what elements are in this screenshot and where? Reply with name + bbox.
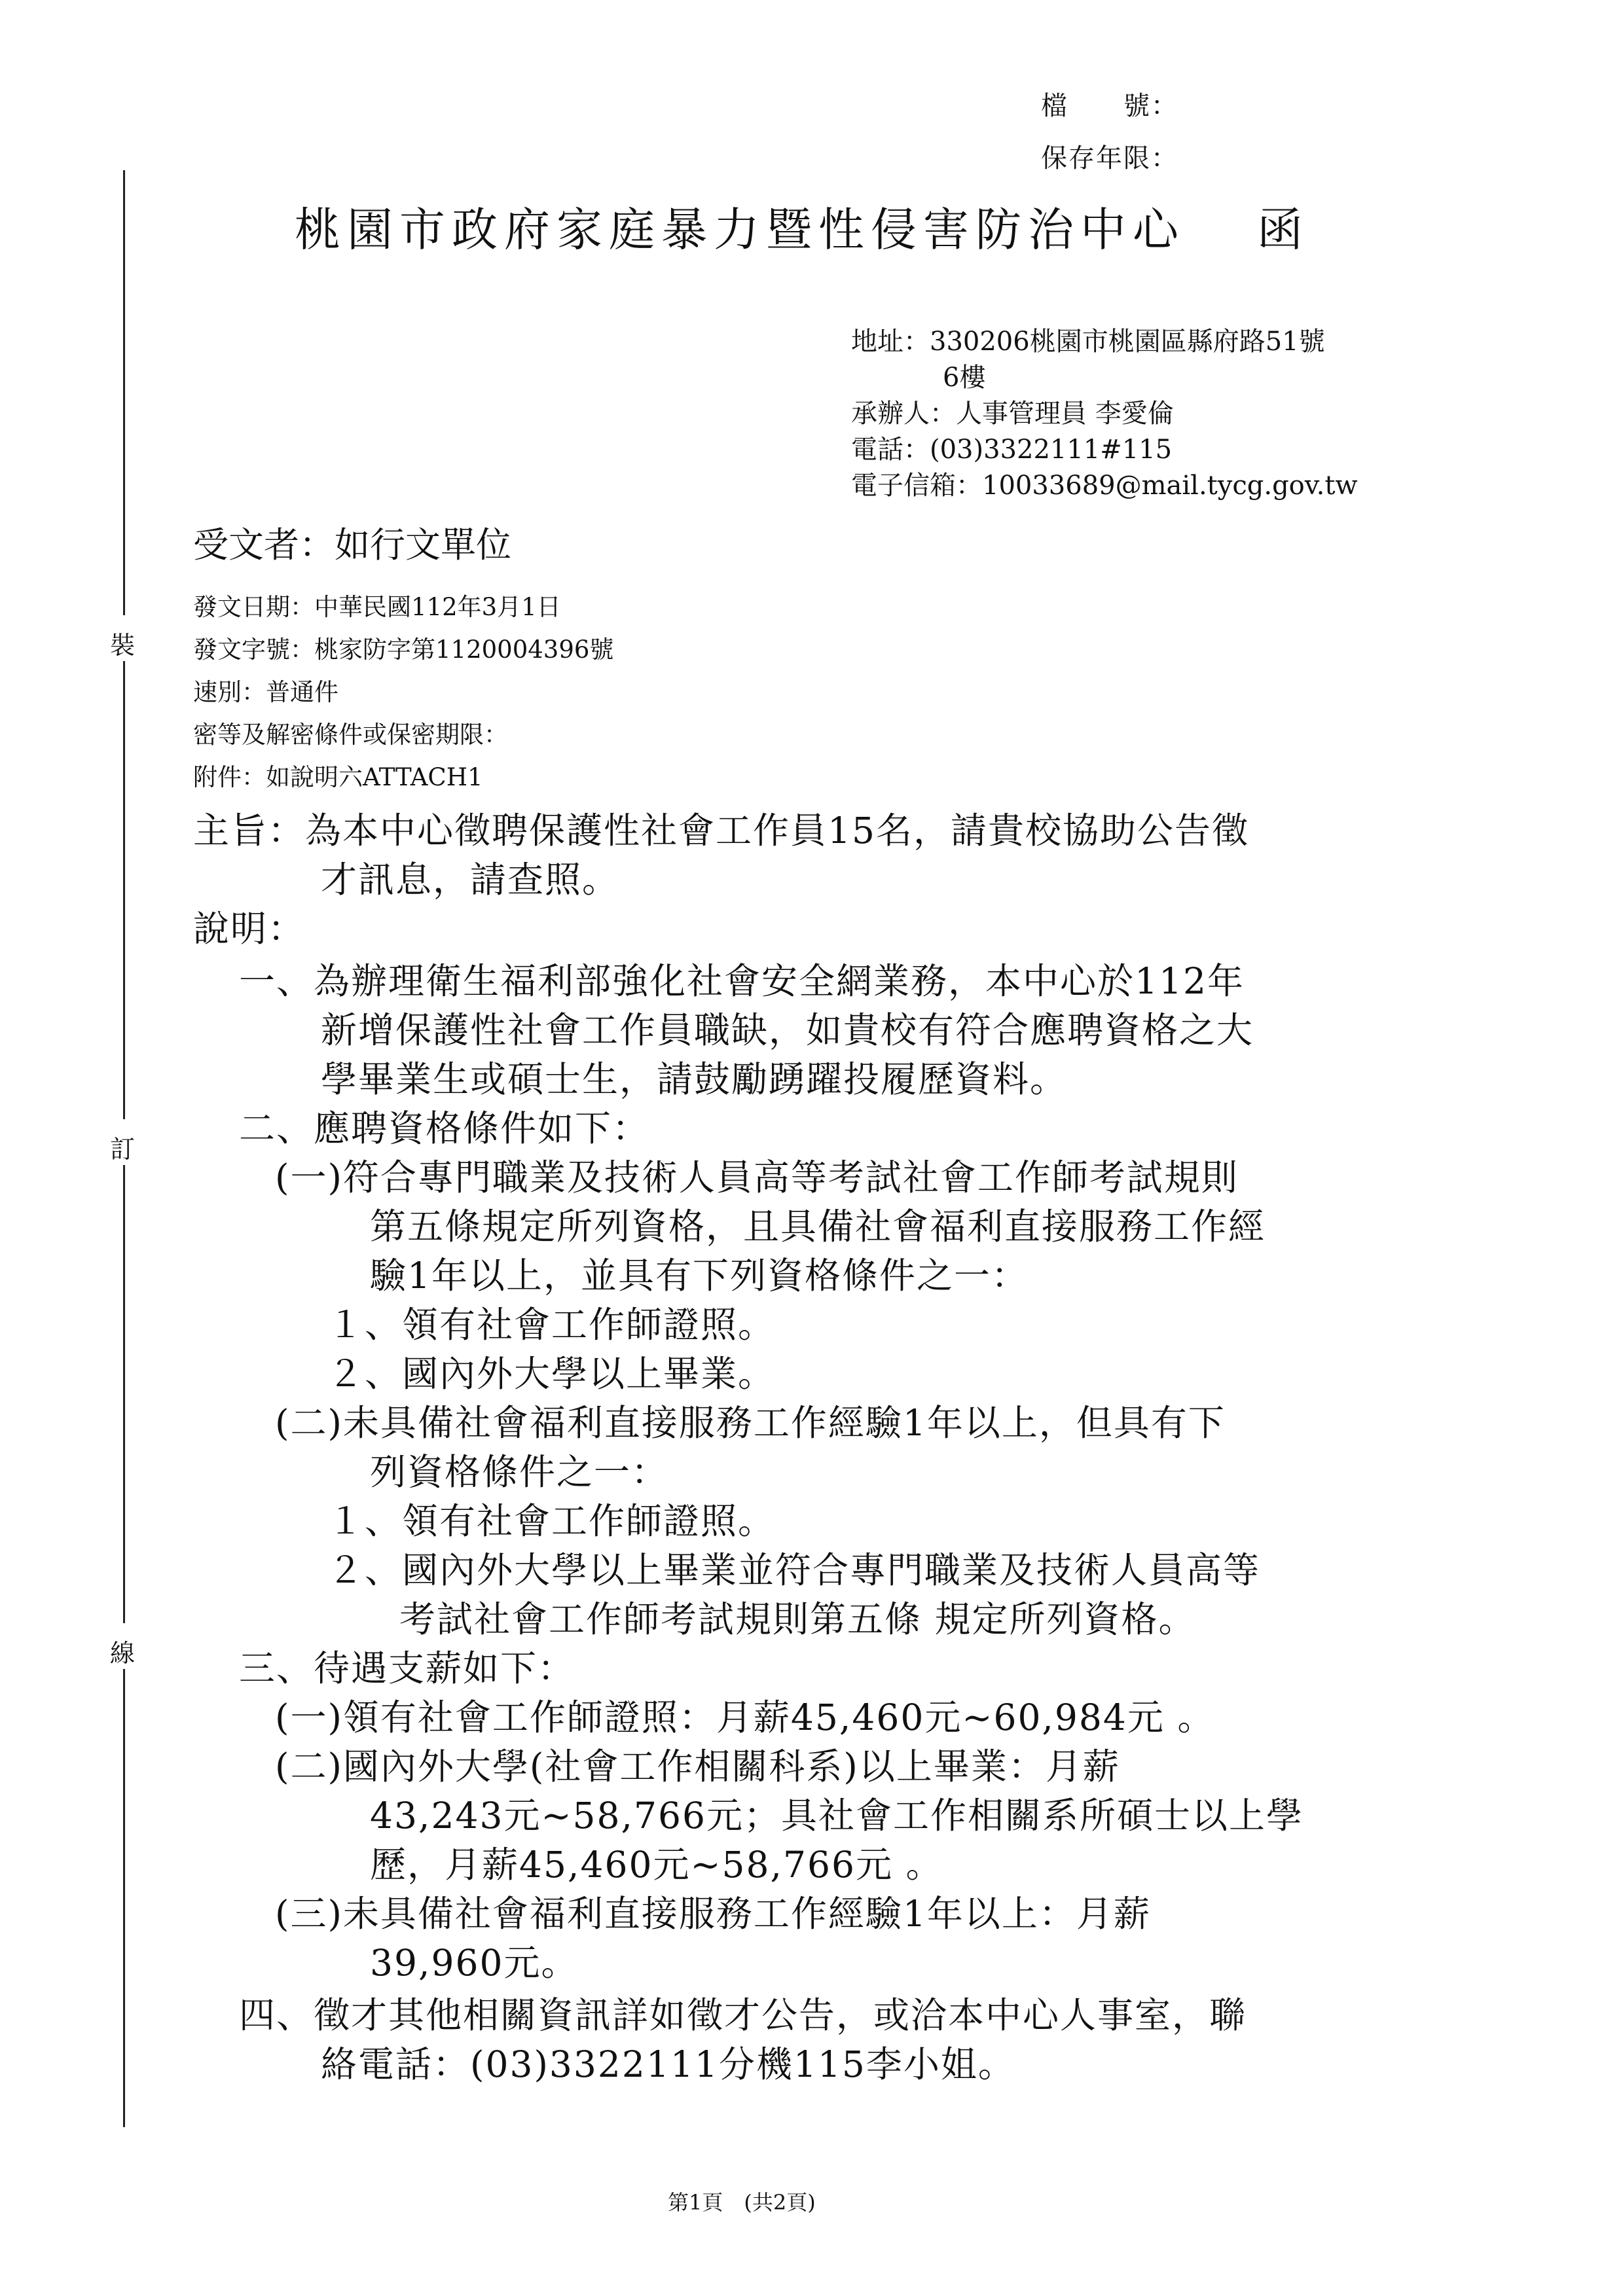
issue-date: 發文日期：中華民國112年3月1日 — [193, 593, 561, 621]
agency-title: 桃園市政府家庭暴力暨性侵害防治中心 — [295, 203, 1185, 257]
item3-head: 三、待遇支薪如下： — [239, 1647, 575, 1689]
contact-phone: 電話：(03)3322111#115 — [851, 435, 1173, 465]
item2b-sub2-line1: ２、國內外大學以上畢業並符合專門職業及技術人員高等 — [327, 1549, 1261, 1591]
item2a-line1: (一)符合專門職業及技術人員高等考試社會工作師考試規則 — [275, 1157, 1239, 1198]
contact-handler: 承辦人：人事管理員 李愛倫 — [851, 399, 1174, 429]
contact-email: 電子信箱：10033689@mail.tycg.gov.tw — [851, 471, 1358, 501]
item2b-sub2-line2: 考試社會工作師考試規則第五條 規定所列資格。 — [399, 1598, 1196, 1640]
item4-line1: 四、徵才其他相關資訊詳如徵才公告，或洽本中心人事室，聯 — [239, 1994, 1247, 2036]
subject-line1: 主旨：為本中心徵聘保護性社會工作員15名，請貴校協助公告徵 — [193, 810, 1249, 852]
binding-margin — [0, 0, 196, 2296]
item2a-line2: 第五條規定所列資格，且具備社會福利直接服務工作經 — [370, 1206, 1266, 1247]
contact-address-line1: 地址：330206桃園市桃園區縣府路51號 — [851, 327, 1325, 357]
item1-line1: 一、為辦理衛生福利部強化社會安全網業務，本中心於112年 — [239, 960, 1245, 1002]
item2b-line2: 列資格條件之一： — [370, 1451, 669, 1493]
binding-dash — [123, 1669, 125, 2127]
item2a-sub2: ２、國內外大學以上畢業。 — [327, 1353, 776, 1395]
doc-number: 發文字號：桃家防字第1120004396號 — [193, 636, 614, 664]
page-footer: 第1頁 (共2頁) — [668, 2190, 816, 2215]
item2b-sub1: １、領有社會工作師證照。 — [327, 1500, 776, 1542]
attachment: 附件：如說明六ATTACH1 — [193, 763, 483, 791]
binding-mark-zhuang: 裝 — [110, 631, 136, 660]
item2b-line1: (二)未具備社會福利直接服務工作經驗1年以上，但具有下 — [275, 1402, 1226, 1444]
contact-address-line2: 6樓 — [943, 363, 986, 393]
binding-dash — [123, 1165, 125, 1623]
item2-head: 二、應聘資格條件如下： — [239, 1107, 650, 1149]
binding-mark-ding: 訂 — [110, 1135, 136, 1164]
item3c-line2: 39,960元。 — [370, 1942, 579, 1984]
item3a: (一)領有社會工作師證照：月薪45,460元~60,984元 。 — [275, 1696, 1215, 1738]
item3c-line1: (三)未具備社會福利直接服務工作經驗1年以上：月薪 — [275, 1893, 1151, 1935]
item3b-line2: 43,243元~58,766元；具社會工作相關系所碩士以上學 — [370, 1795, 1304, 1837]
speed: 速別：普通件 — [193, 678, 338, 706]
item2a-sub1: １、領有社會工作師證照。 — [327, 1304, 776, 1346]
recipient: 受文者：如行文單位 — [193, 524, 511, 565]
retention-label: 保存年限： — [1041, 143, 1178, 173]
item4-line2: 絡電話：(03)3322111分機115李小姐。 — [321, 2043, 1015, 2085]
secrecy: 密等及解密條件或保密期限： — [193, 721, 508, 749]
item3b-line1: (二)國內外大學(社會工作相關科系)以上畢業：月薪 — [275, 1746, 1120, 1787]
item3b-line3: 歷，月薪45,460元~58,766元 。 — [370, 1844, 943, 1886]
binding-dash — [123, 170, 125, 615]
item1-line2: 新增保護性社會工作員職缺，如貴校有符合應聘資格之大 — [321, 1009, 1254, 1051]
binding-mark-xian: 線 — [110, 1639, 136, 1668]
subject-line2: 才訊息，請查照。 — [321, 859, 620, 901]
item2a-line3: 驗1年以上，並具有下列資格條件之一： — [370, 1255, 1029, 1297]
item1-line3: 學畢業生或碩士生，請鼓勵踴躍投履歷資料。 — [321, 1058, 1068, 1100]
file-number-label: 檔 號： — [1041, 91, 1178, 121]
doc-type: 函 — [1257, 203, 1309, 257]
explanation-label: 說明： — [193, 908, 306, 950]
binding-dash — [123, 661, 125, 1119]
